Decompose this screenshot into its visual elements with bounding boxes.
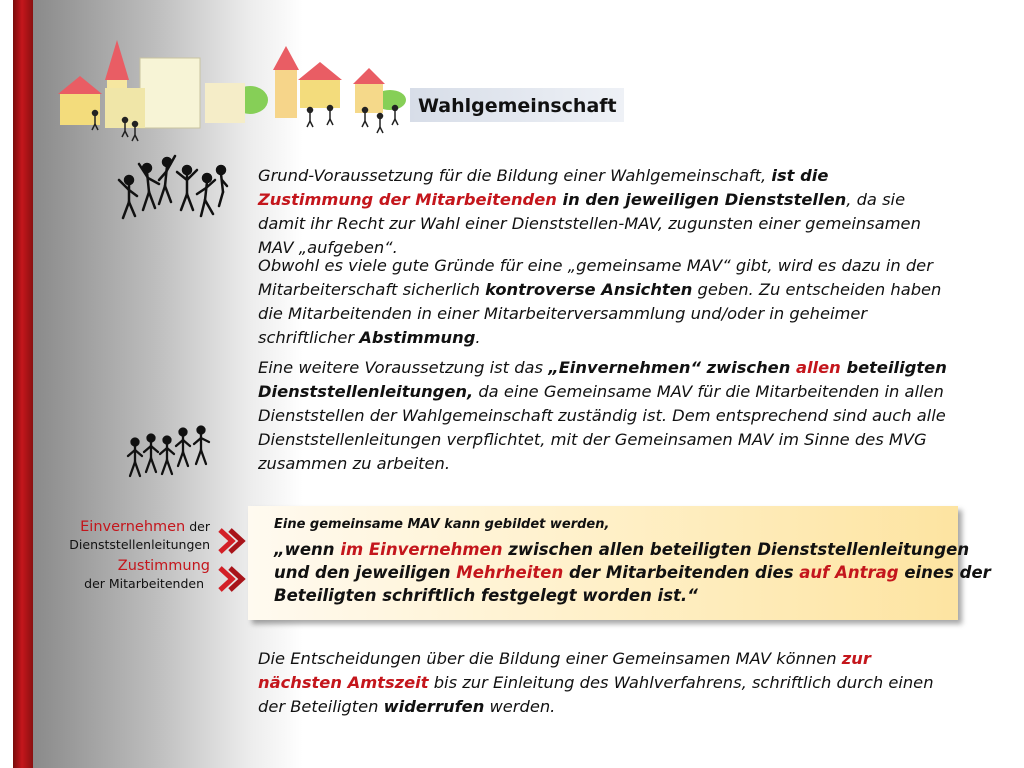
paragraph-grund-voraussetzung: Grund-Voraussetzung für die Bildung einer Wahlgemeinschaft, ist die Zustimmung der Mitarbeitenden in den jeweiligen Dienststellen, da sie damit ihr Recht zur Wahl einer Dienststellen-MAV, zugunsten einer gemeinsamen MAV „aufgeben“.	[258, 166, 921, 257]
callout-intro: Eine gemeinsame MAV kann gebildet werden,	[274, 517, 610, 532]
paragraph-einvernehmen: Eine weitere Voraussetzung ist das „Einvernehmen“ zwischen allen beteiligten Dienststellenleitungen, da eine Gemeinsame MAV für die Mitarbeitenden in allen Dienststellen der Wahlgemeinschaft zuständig ist. Dem entsprechend sind auch alle Dienststellenleitungen verpflichtet, mit der Gemeinsamen MAV im Sinne des MVG zusammen zu arbeiten.	[258, 358, 947, 473]
town-illustration	[55, 38, 415, 143]
paragraph-widerruf: Die Entscheidungen über die Bildung einer Gemeinsamen MAV können zur nächsten Amtszeit bis zur Einleitung des Wahlverfahrens, schriftlich durch einen der Beteiligten widerrufen werden.	[258, 649, 934, 716]
house-icon	[205, 83, 245, 123]
double-chevron-right-icon	[216, 565, 246, 593]
label-der-mitarbeitenden: der Mitarbeitenden	[84, 576, 204, 591]
callout-line-2: und den jeweiligen Mehrheiten der Mitarbeitenden dies auf Antrag eines der	[274, 563, 991, 582]
page-title: Wahlgemeinschaft	[418, 95, 617, 117]
callout-line-1: „wenn im Einvernehmen zwischen allen beteiligten Dienststellenleitungen	[274, 540, 970, 559]
left-red-bar	[13, 0, 33, 768]
house-icon	[140, 58, 200, 128]
people-group-icon	[115, 150, 230, 225]
double-chevron-right-icon	[216, 527, 246, 555]
house-icon	[355, 83, 383, 113]
callout-quote	[274, 538, 991, 607]
callout-line-3: Beteiligten schriftlich festgelegt worden ist.“	[274, 586, 698, 605]
label-zustimmung: Zustimmung	[117, 558, 210, 574]
paragraph-gemeinsame-mav: Obwohl es viele gute Gründe für eine „gemeinsame MAV“ gibt, wird es dazu in der Mitarbeiterschaft sicherlich kontroverse Ansichten geben. Zu entscheiden haben die Mitarbeitenden in einer Mitarbeiterversammlung und/oder in geheimer schriftlicher Abstimmung.	[258, 256, 942, 347]
side-labels	[60, 518, 210, 592]
label-einvernehmen: Einvernehmen der	[80, 519, 210, 535]
house-icon	[60, 93, 100, 125]
church-icon	[275, 68, 297, 118]
people-group-icon	[125, 420, 215, 480]
house-icon	[300, 78, 340, 108]
label-dienststellenleitungen: Dienststellenleitungen	[69, 537, 210, 552]
